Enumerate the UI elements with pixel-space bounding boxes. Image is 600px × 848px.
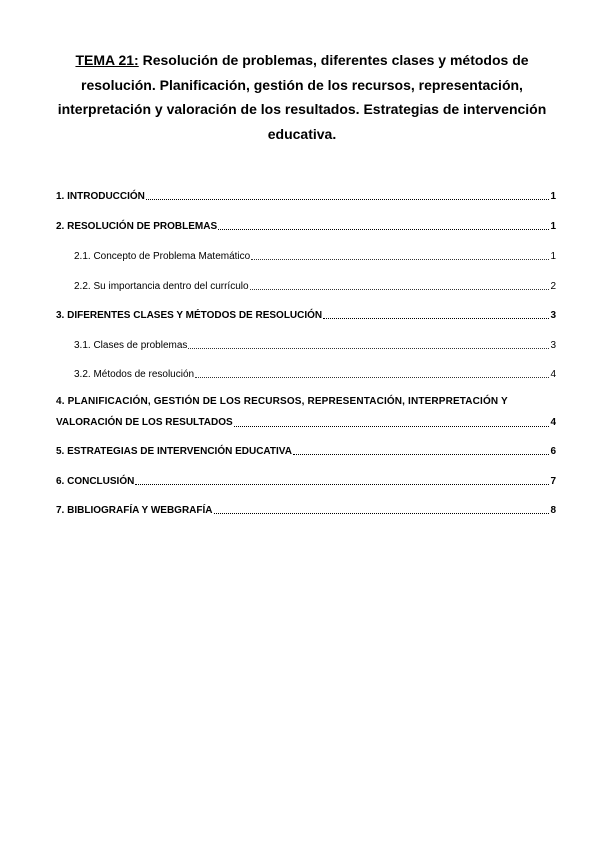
toc-entry-label: 3.2. Métodos de resolución [74,369,195,380]
toc-leader-dots [214,513,550,514]
toc-leader-dots [218,229,549,230]
toc-entry-bibliografia[interactable] [56,504,556,517]
toc-page-number: 4 [550,417,556,428]
toc-entry-concepto-problema[interactable] [56,250,556,263]
toc-entry-metodos-resolucion[interactable] [56,368,556,381]
toc-page-number: 1 [550,251,556,262]
toc-page-number: 4 [550,369,556,380]
toc-leader-dots [251,259,549,260]
toc-leader-dots [250,289,550,290]
toc-page-number: 8 [550,505,556,516]
toc-entry-label: 4. PLANIFICACIÓN, GESTIÓN DE LOS RECURSOS, REPRESENTACIÓN, INTERPRETACIÓN Y [56,396,508,407]
toc-page-number: 1 [550,191,556,202]
toc-page-number: 3 [550,310,556,321]
toc-entry-clases-problemas[interactable] [56,339,556,352]
toc-leader-dots [323,318,549,319]
toc-page-number: 2 [550,281,556,292]
toc-entry-label-continued: VALORACIÓN DE LOS RESULTADOS [56,417,233,428]
toc-entry-conclusion[interactable] [56,475,556,488]
toc-page-number: 7 [550,476,556,487]
toc-entry-estrategias[interactable] [56,445,556,458]
title-text: Resolución de problemas, diferentes clases y métodos de resolución. Planificación, gestión de los recursos, representación, interpretación y valoración de los resultados. Estrategias de intervención educativa. [57,52,547,142]
toc-page-number: 1 [550,221,556,232]
toc-page-number: 3 [550,340,556,351]
title-label: TEMA 21: [75,52,139,68]
toc-entry-label: 6. CONCLUSIÓN [56,476,135,487]
toc-entry-label: 1. INTRODUCCIÓN [56,191,145,202]
toc-entry-label: 7. BIBLIOGRAFÍA Y WEBGRAFÍA [56,505,213,516]
toc-leader-dots [135,484,549,485]
toc-leader-dots [293,454,549,455]
toc-entry-label: 2.1. Concepto de Problema Matemático [74,251,251,262]
toc-entry-label: 3. DIFERENTES CLASES Y MÉTODOS DE RESOLUCIÓN [56,310,323,321]
toc-leader-dots [188,348,549,349]
toc-entry-resolucion-problemas[interactable] [56,220,556,233]
toc-entry-label: 2. RESOLUCIÓN DE PROBLEMAS [56,221,218,232]
toc-entry-label: 5. ESTRATEGIAS DE INTERVENCIÓN EDUCATIVA [56,446,292,457]
toc-entry-label: 2.2. Su importancia dentro del currículo [74,281,249,292]
toc-page-number: 6 [550,446,556,457]
toc-entry-introduccion[interactable] [56,190,556,203]
toc-leader-dots [234,426,550,427]
toc-entry-importancia-curriculo[interactable] [56,280,556,293]
toc-entry-label: 3.1. Clases de problemas [74,340,188,351]
toc-leader-dots [146,199,550,200]
document-title [48,48,556,146]
toc-entry-clases-metodos[interactable] [56,309,556,322]
toc-entry-planificacion[interactable] [56,391,556,433]
toc-leader-dots [195,377,549,378]
